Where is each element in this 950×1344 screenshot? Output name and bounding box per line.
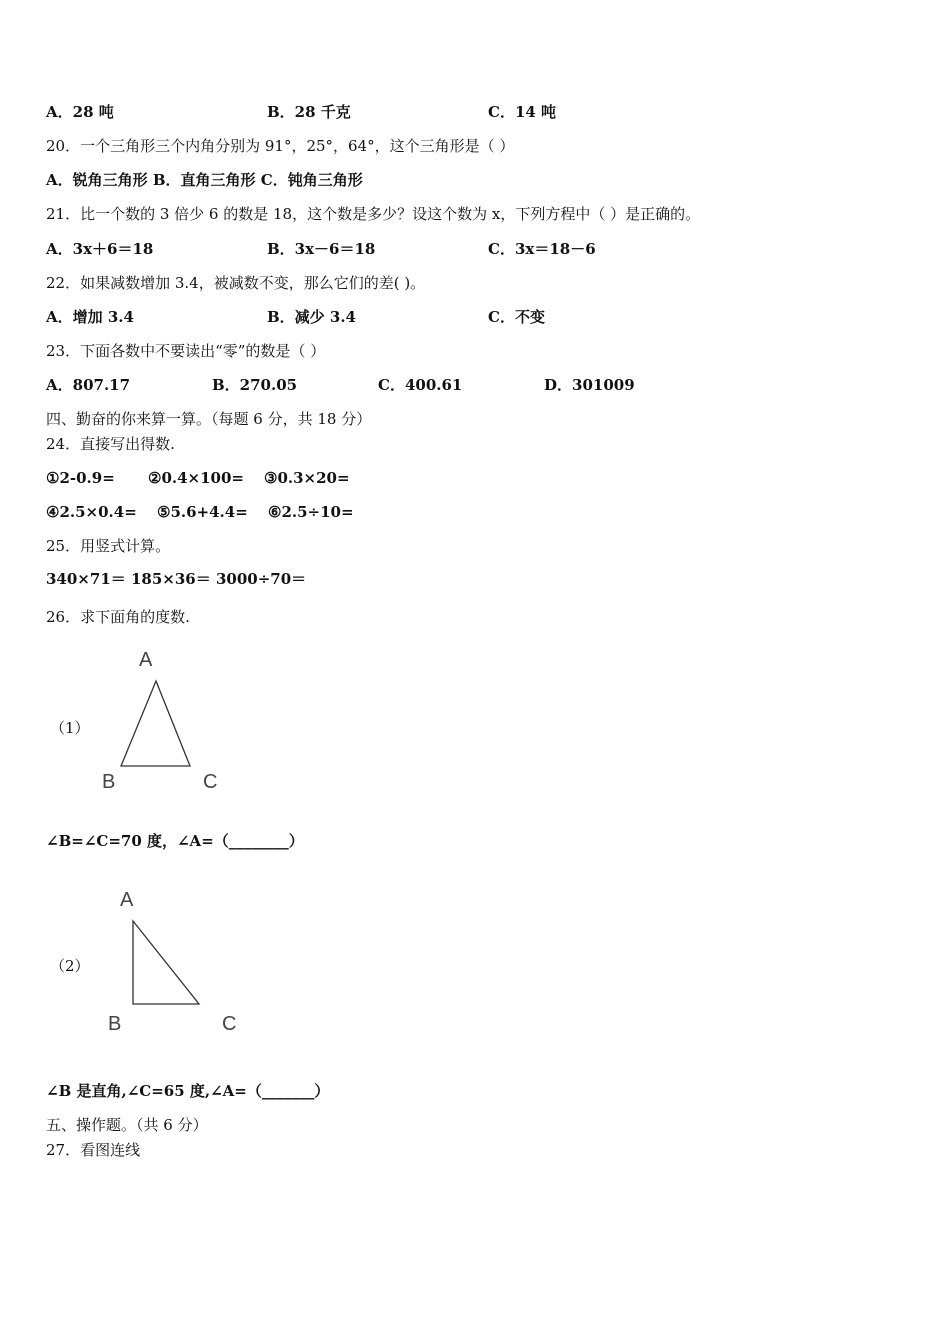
q19-option-c: C．14 吨 [488, 103, 557, 121]
q24-question: 24．直接写出得数. [46, 435, 175, 453]
fig1-vertex-a: A [139, 649, 153, 671]
fig2-vertex-a: A [120, 889, 134, 911]
q27-question: 27．看图连线 [46, 1141, 141, 1159]
q22-option-b: B．减少 3.4 [267, 308, 356, 326]
fig1-vertex-c: C [203, 771, 218, 793]
section5-title: 五、操作题。（共 6 分） [46, 1116, 208, 1134]
q23-option-d: D．301009 [544, 376, 635, 394]
q22-question: 22．如果减数增加 3.4，被减数不变，那么它们的差( )。 [46, 274, 426, 292]
q23-option-c: C．400.61 [378, 376, 463, 394]
fig2-triangle-shape [133, 921, 199, 1004]
q20-question: 20．一个三角形三个内角分别为 91°，25°，64°，这个三角形是（ ） [46, 137, 515, 155]
q24-item-3: ③0.3×20= [264, 469, 350, 487]
section4-title: 四、勤奋的你来算一算。（每题 6 分，共 18 分） [46, 410, 372, 428]
q23-option-a: A．807.17 [46, 376, 131, 394]
q21-question: 21．比一个数的 3 倍少 6 的数是 18，这个数是多少？设这个数为 x，下列方程中（ ）是正确的。 [46, 205, 701, 223]
fig2-label: （2） [50, 957, 90, 975]
q23-question: 23．下面各数中不要读出“零”的数是（ ） [46, 342, 326, 360]
fig1-label: （1） [50, 719, 90, 737]
q24-item-2: ②0.4×100= [148, 469, 244, 487]
q25-question: 25．用竖式计算。 [46, 537, 171, 555]
q24-item-4: ④2.5×0.4= [46, 503, 137, 521]
fig2-vertex-b: B [108, 1013, 122, 1035]
q21-option-b: B．3x－6＝18 [267, 240, 376, 258]
q24-item-6: ⑥2.5÷10= [268, 503, 354, 521]
fig1-triangle [95, 645, 235, 800]
q21-option-a: A．3x＋6＝18 [46, 240, 154, 258]
q24-item-5: ⑤5.6+4.4= [157, 503, 248, 521]
q22-option-a: A．增加 3.4 [46, 308, 134, 326]
fig1-question: ∠B=∠C=70 度，∠A=（________） [46, 832, 304, 850]
q21-option-c: C．3x＝18－6 [488, 240, 596, 258]
fig2-triangle [100, 882, 250, 1042]
fig1-vertex-b: B [102, 771, 116, 793]
q23-option-b: B．270.05 [212, 376, 298, 394]
q26-question: 26．求下面角的度数. [46, 608, 190, 626]
q24-item-1: ①2-0.9= [46, 469, 115, 487]
q22-option-c: C．不变 [488, 308, 545, 326]
fig2-question: ∠B 是直角,∠C=65 度,∠A=（_______） [46, 1082, 330, 1100]
fig1-triangle-shape [121, 681, 190, 766]
fig2-vertex-c: C [222, 1013, 237, 1035]
q19-option-b: B．28 千克 [267, 103, 351, 121]
q25-items: 340×71＝ 185×36＝ 3000÷70＝ [46, 570, 307, 588]
q19-option-a: A．28 吨 [46, 103, 114, 121]
q20-options: A．锐角三角形 B．直角三角形 C．钝角三角形 [46, 171, 363, 189]
